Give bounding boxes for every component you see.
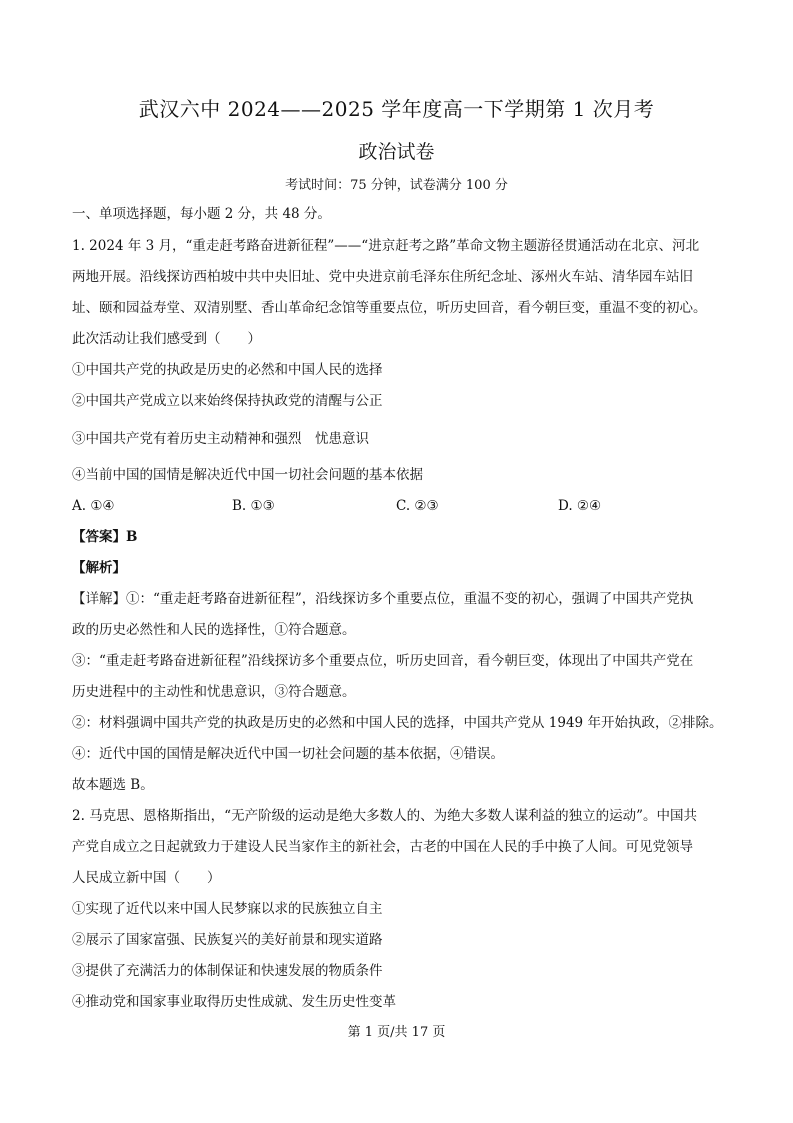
exam-title: 武汉六中 2024——2025 学年度高一下学期第 1 次月考 (138, 97, 655, 121)
q1-detail-line: 故本题选 B。 (72, 777, 154, 793)
q1-analysis-label: 【解析】 (72, 560, 126, 576)
q1-item-1: ①中国共产党的执政是历史的必然和中国人民的选择 (72, 362, 383, 378)
q1-stem-line: 址、颐和园益寿堂、双清别墅、香山革命纪念馆等重要点位，听历史回音，看今朝巨变，重温不变的初心。 (72, 300, 707, 316)
q1-item-4: ④当前中国的国情是解决近代中国一切社会问题的基本依据 (72, 467, 423, 483)
question-2 (72, 807, 736, 1012)
q1-stem-line: 1. 2024 年 3 月，“重走赶考路奋进新征程”——“进京赶考之路”革命文物主题游径贯通活动在北京、河北 (72, 238, 700, 254)
q1-option-b: B. ①③ (232, 498, 275, 514)
q2-item-2: ②展示了国家富强、民族复兴的美好前景和现实道路 (72, 932, 383, 948)
page-number: 第 1 页/共 17 页 (347, 1025, 446, 1040)
q1-options (72, 497, 736, 516)
q1-detail-line: ②：材料强调中国共产党的执政是历史的必然和中国人民的选择，中国共产党从 1949 年开始执政，②排除。 (72, 715, 723, 731)
q1-detail-line: ④：近代中国的国情是解决近代中国一切社会问题的基本依据，④错误。 (72, 746, 504, 762)
q2-item-4: ④推动党和国家事业取得历史性成就、发生历史性变革 (72, 994, 396, 1010)
q1-stem-line: 此次活动让我们感受到（ ） (72, 331, 261, 347)
q2-item-3: ③提供了充满活力的体制保证和快速发展的物质条件 (72, 963, 383, 979)
exam-content (72, 205, 736, 1012)
q2-stem-line: 2. 马克思、恩格斯指出，“无产阶级的运动是绝大多数人的、为绝大多数人谋利益的独立的运动”。中国共 (72, 808, 697, 824)
q1-detail-line: 历史进程中的主动性和忧患意识，③符合题意。 (72, 684, 356, 700)
q1-item-2: ②中国共产党成立以来始终保持执政党的清醒与公正 (72, 393, 383, 409)
question-1 (72, 237, 736, 795)
q1-answer: 【答案】B (72, 529, 138, 545)
q2-stem-line: 人民成立新中国（ ） (72, 870, 221, 886)
q2-item-1: ①实现了近代以来中国人民梦寐以求的民族独立自主 (72, 901, 383, 917)
exam-subject: 政治试卷 (358, 141, 435, 163)
q1-option-d: D. ②④ (558, 498, 602, 514)
q1-detail-line: 政的历史必然性和人民的选择性，①符合题意。 (72, 622, 356, 638)
q1-detail-line: ③：“重走赶考路奋进新征程”沿线探访多个重要点位，听历史回音，看今朝巨变，体现出了中国共产党在 (72, 653, 694, 669)
q1-option-a: A. ①④ (72, 498, 115, 514)
q1-option-c: C. ②③ (396, 498, 439, 514)
exam-info: 考试时间：75 分钟，试卷满分 100 分 (285, 178, 508, 193)
q2-stem-line: 产党自成立之日起就致力于建设人民当家作主的新社会，古老的中国在人民的手中换了人间。可见党领导 (72, 839, 693, 855)
q1-detail-line: 【详解】①：“重走赶考路奋进新征程”，沿线探访多个重要点位，重温不变的初心，强调了中国共产党执 (72, 591, 694, 607)
section-heading: 一、单项选择题，每小题 2 分，共 48 分。 (72, 206, 331, 222)
q1-stem-line: 两地开展。沿线探访西柏坡中共中央旧址、党中央进京前毛泽东住所纪念址、涿州火车站、清华园车站旧 (72, 269, 693, 285)
q1-item-3: ③中国共产党有着历史主动精神和强烈 忧患意识 (72, 431, 369, 447)
